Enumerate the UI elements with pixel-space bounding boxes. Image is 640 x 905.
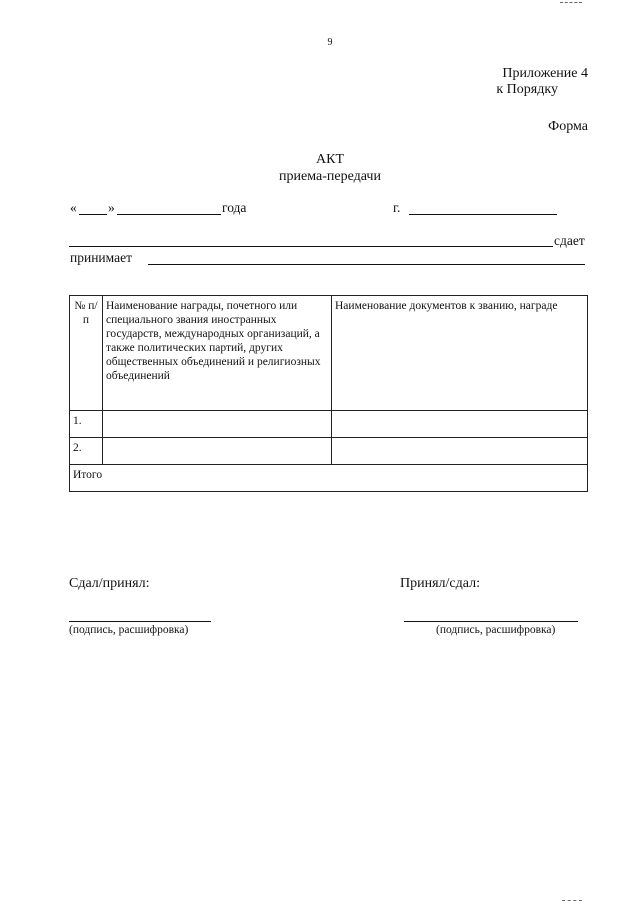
gives-word: сдает (554, 233, 585, 248)
right-signature-caption: (подпись, расшифровка) (436, 624, 556, 636)
month-year-blank (117, 214, 221, 215)
left-signature-caption: (подпись, расшифровка) (69, 624, 189, 636)
appendix-line-2: к Порядку (496, 82, 558, 97)
row-number: 2. (70, 438, 103, 465)
title-line-1: АКТ (316, 152, 344, 167)
scan-mark-top (560, 2, 582, 3)
row-award-cell (103, 411, 332, 438)
table-header-row (70, 296, 588, 411)
receives-word: принимает (70, 250, 132, 265)
header-number: № п/п (70, 296, 103, 411)
table-row (70, 411, 588, 438)
form-label: Форма (548, 119, 588, 134)
year-word: года (222, 200, 247, 215)
row-award-cell (103, 438, 332, 465)
header-award-name: Наименование награды, почетного или специального звания иностранных государств, международных организаций, а также политических партий, других общественных объединений и религиозных объединений (103, 296, 332, 411)
receiver-blank (148, 264, 585, 265)
city-prefix: г. (393, 200, 401, 215)
city-blank (409, 214, 557, 215)
left-signature-line (69, 621, 211, 622)
right-signature-line (404, 621, 578, 622)
header-documents: Наименование документов к званию, награде (332, 296, 588, 411)
total-label: Итого (70, 465, 588, 492)
appendix-reference (496, 66, 588, 98)
row-documents-cell (332, 411, 588, 438)
table-total-row (70, 465, 588, 492)
table-row (70, 438, 588, 465)
appendix-line-1: Приложение 4 (502, 66, 588, 81)
row-number: 1. (70, 411, 103, 438)
title-line-2: приема-передачи (279, 169, 381, 184)
transfer-table (69, 295, 588, 492)
day-blank (79, 214, 107, 215)
open-quote: « (70, 200, 77, 215)
left-signature-label: Сдал/принял: (69, 576, 150, 591)
row-documents-cell (332, 438, 588, 465)
document-title (0, 151, 640, 185)
right-signature-label: Принял/сдал: (400, 576, 480, 591)
close-quote: » (108, 200, 115, 215)
scan-mark-bottom (562, 900, 582, 901)
page-number: 9 (327, 37, 333, 48)
giver-blank (69, 246, 553, 247)
